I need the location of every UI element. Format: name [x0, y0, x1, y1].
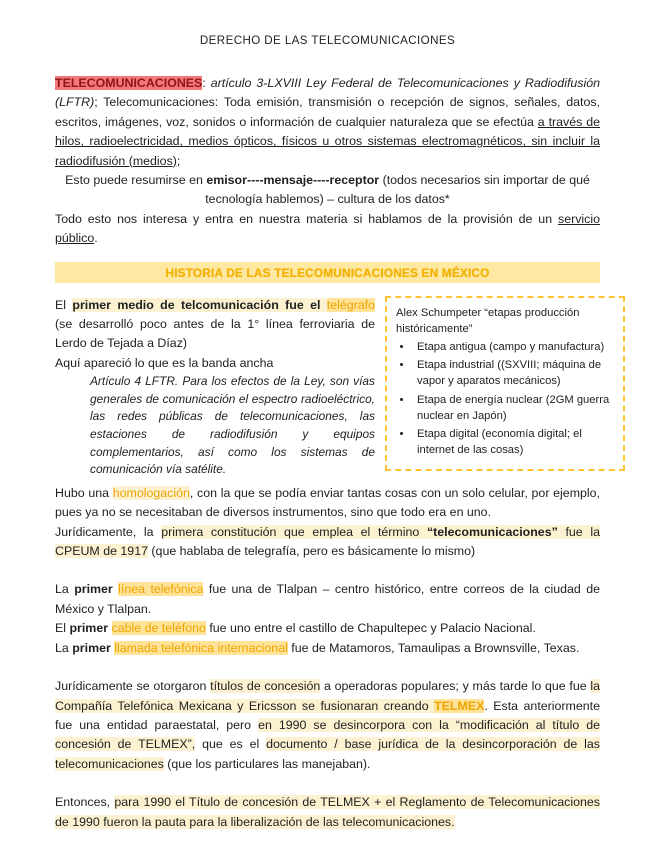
spacer [55, 561, 600, 580]
side-note-title: Alex Schumpeter “etapas producción históricamente” [396, 306, 580, 335]
document-title: DERECHO DE LAS TELECOMUNICACIONES [199, 34, 456, 47]
paragraph-llamada-internacional: La primer llamada telefónica internacional fue de Matamoros, Tamaulipas a Brownsville, Texas. [55, 640, 580, 655]
list-item: • Etapa digital (economía digital; el internet de las cosas) [413, 426, 614, 458]
paragraph-articulo-4-lftr: Artículo 4 LFTR. Para los efectos de la Ley, son vías generales de comunicación el espectro radioeléctrico, las redes públicas de telecomunicaciones, las estaciones de radiodifusión y equipos complementarios, así como los sistemas de comunicación vía satélite. [90, 374, 375, 477]
side-note-box [385, 296, 625, 472]
paragraph-intro: TELECOMUNICACIONES: artículo 3-LXVIII Ley Federal de Telecomunicaciones y Radiodifusión (LFTR); Telecomunicaciones: Toda emisión, transmisión o recepción de signos, señales, datos, escritos, imágenes, voz, sonidos o información de cualquier naturaleza que se efectúa a través de hilos, radioelectricidad, medios ópticos, físicos u otros sistemas electromagnéticos, sin incluir la radiodifusión (medios); [55, 76, 601, 168]
two-column-region [55, 296, 610, 479]
paragraph-homologacion: Hubo una homologación, con la que se podía enviar tantas cosas con un solo celular, por ejemplo, pues ya no se necesitaban de diversos instrumentos, sino que todo era en uno. [55, 485, 600, 520]
paragraph-linea-telefonica: La primer línea telefónica fue una de Tlalpan – centro histórico, entre correos de la ciudad de México y Tlalpan. [55, 582, 600, 616]
paragraph-servicio-publico: Todo esto nos interesa y entra en nuestra materia si hablamos de la provisión de un servicio público. [55, 211, 600, 246]
side-note-bullet-list [396, 339, 614, 458]
list-item: • Etapa industrial ((SXVIII; máquina de vapor y aparatos mecánicos) [413, 357, 614, 389]
section-header-historia: HISTORIA DE LAS TELECOMUNICACIONES EN MÉXICO [55, 262, 600, 283]
spacer [55, 774, 600, 793]
paragraph-banda-ancha: Aquí apareció lo que es la banda ancha [55, 355, 274, 370]
spacer [55, 658, 600, 677]
list-item: • Etapa de energía nuclear (2GM guerra nuclear en Japón) [413, 392, 614, 424]
paragraph-emisor-receptor: Esto puede resumirse en emisor----mensaje----receptor (todos necesarios sin importar de qué tecnología hablemos) – cultura de los datos* [65, 173, 590, 207]
paragraph-cpeum-1917: Jurídicamente, la primera constitución que emplea el término “telecomunicaciones” fue la CPEUM de 1917 (que hablaba de telegrafía, pero es básicamente lo mismo) [55, 524, 600, 559]
list-item: • Etapa antigua (campo y manufactura) [413, 339, 614, 355]
paragraph-liberalizacion-1990: Entonces, para 1990 el Título de concesión de TELMEX + el Reglamento de Telecomunicaciones de 1990 fueron la pauta para la liberalización de las telecomunicaciones. [55, 795, 600, 829]
paragraph-cable-telefono: El primer cable de teléfono fue uno entre el castillo de Chapultepec y Palacio Nacional. [55, 621, 536, 636]
paragraph-titulos-concesion-telmex: Jurídicamente se otorgaron títulos de concesión a operadoras populares; y más tarde lo que fue la Compañía Telefónica Mexicana y Ericsson se fusionaran creando TELMEX. Esta anteriormente fue una entidad paraestatal, pero en 1990 se desincorpora con la “modificación al título de concesión de TELMEX”, que es el documento / base jurídica de la desincorporación de las telecomunicaciones (que los particulares las manejaban). [55, 679, 600, 771]
paragraph-primer-medio: El primer medio de telcomunicación fue el telégrafo (se desarrolló poco antes de la 1° línea ferroviaria de Lerdo de Tejada a Díaz) [55, 297, 375, 351]
left-column [55, 296, 375, 479]
